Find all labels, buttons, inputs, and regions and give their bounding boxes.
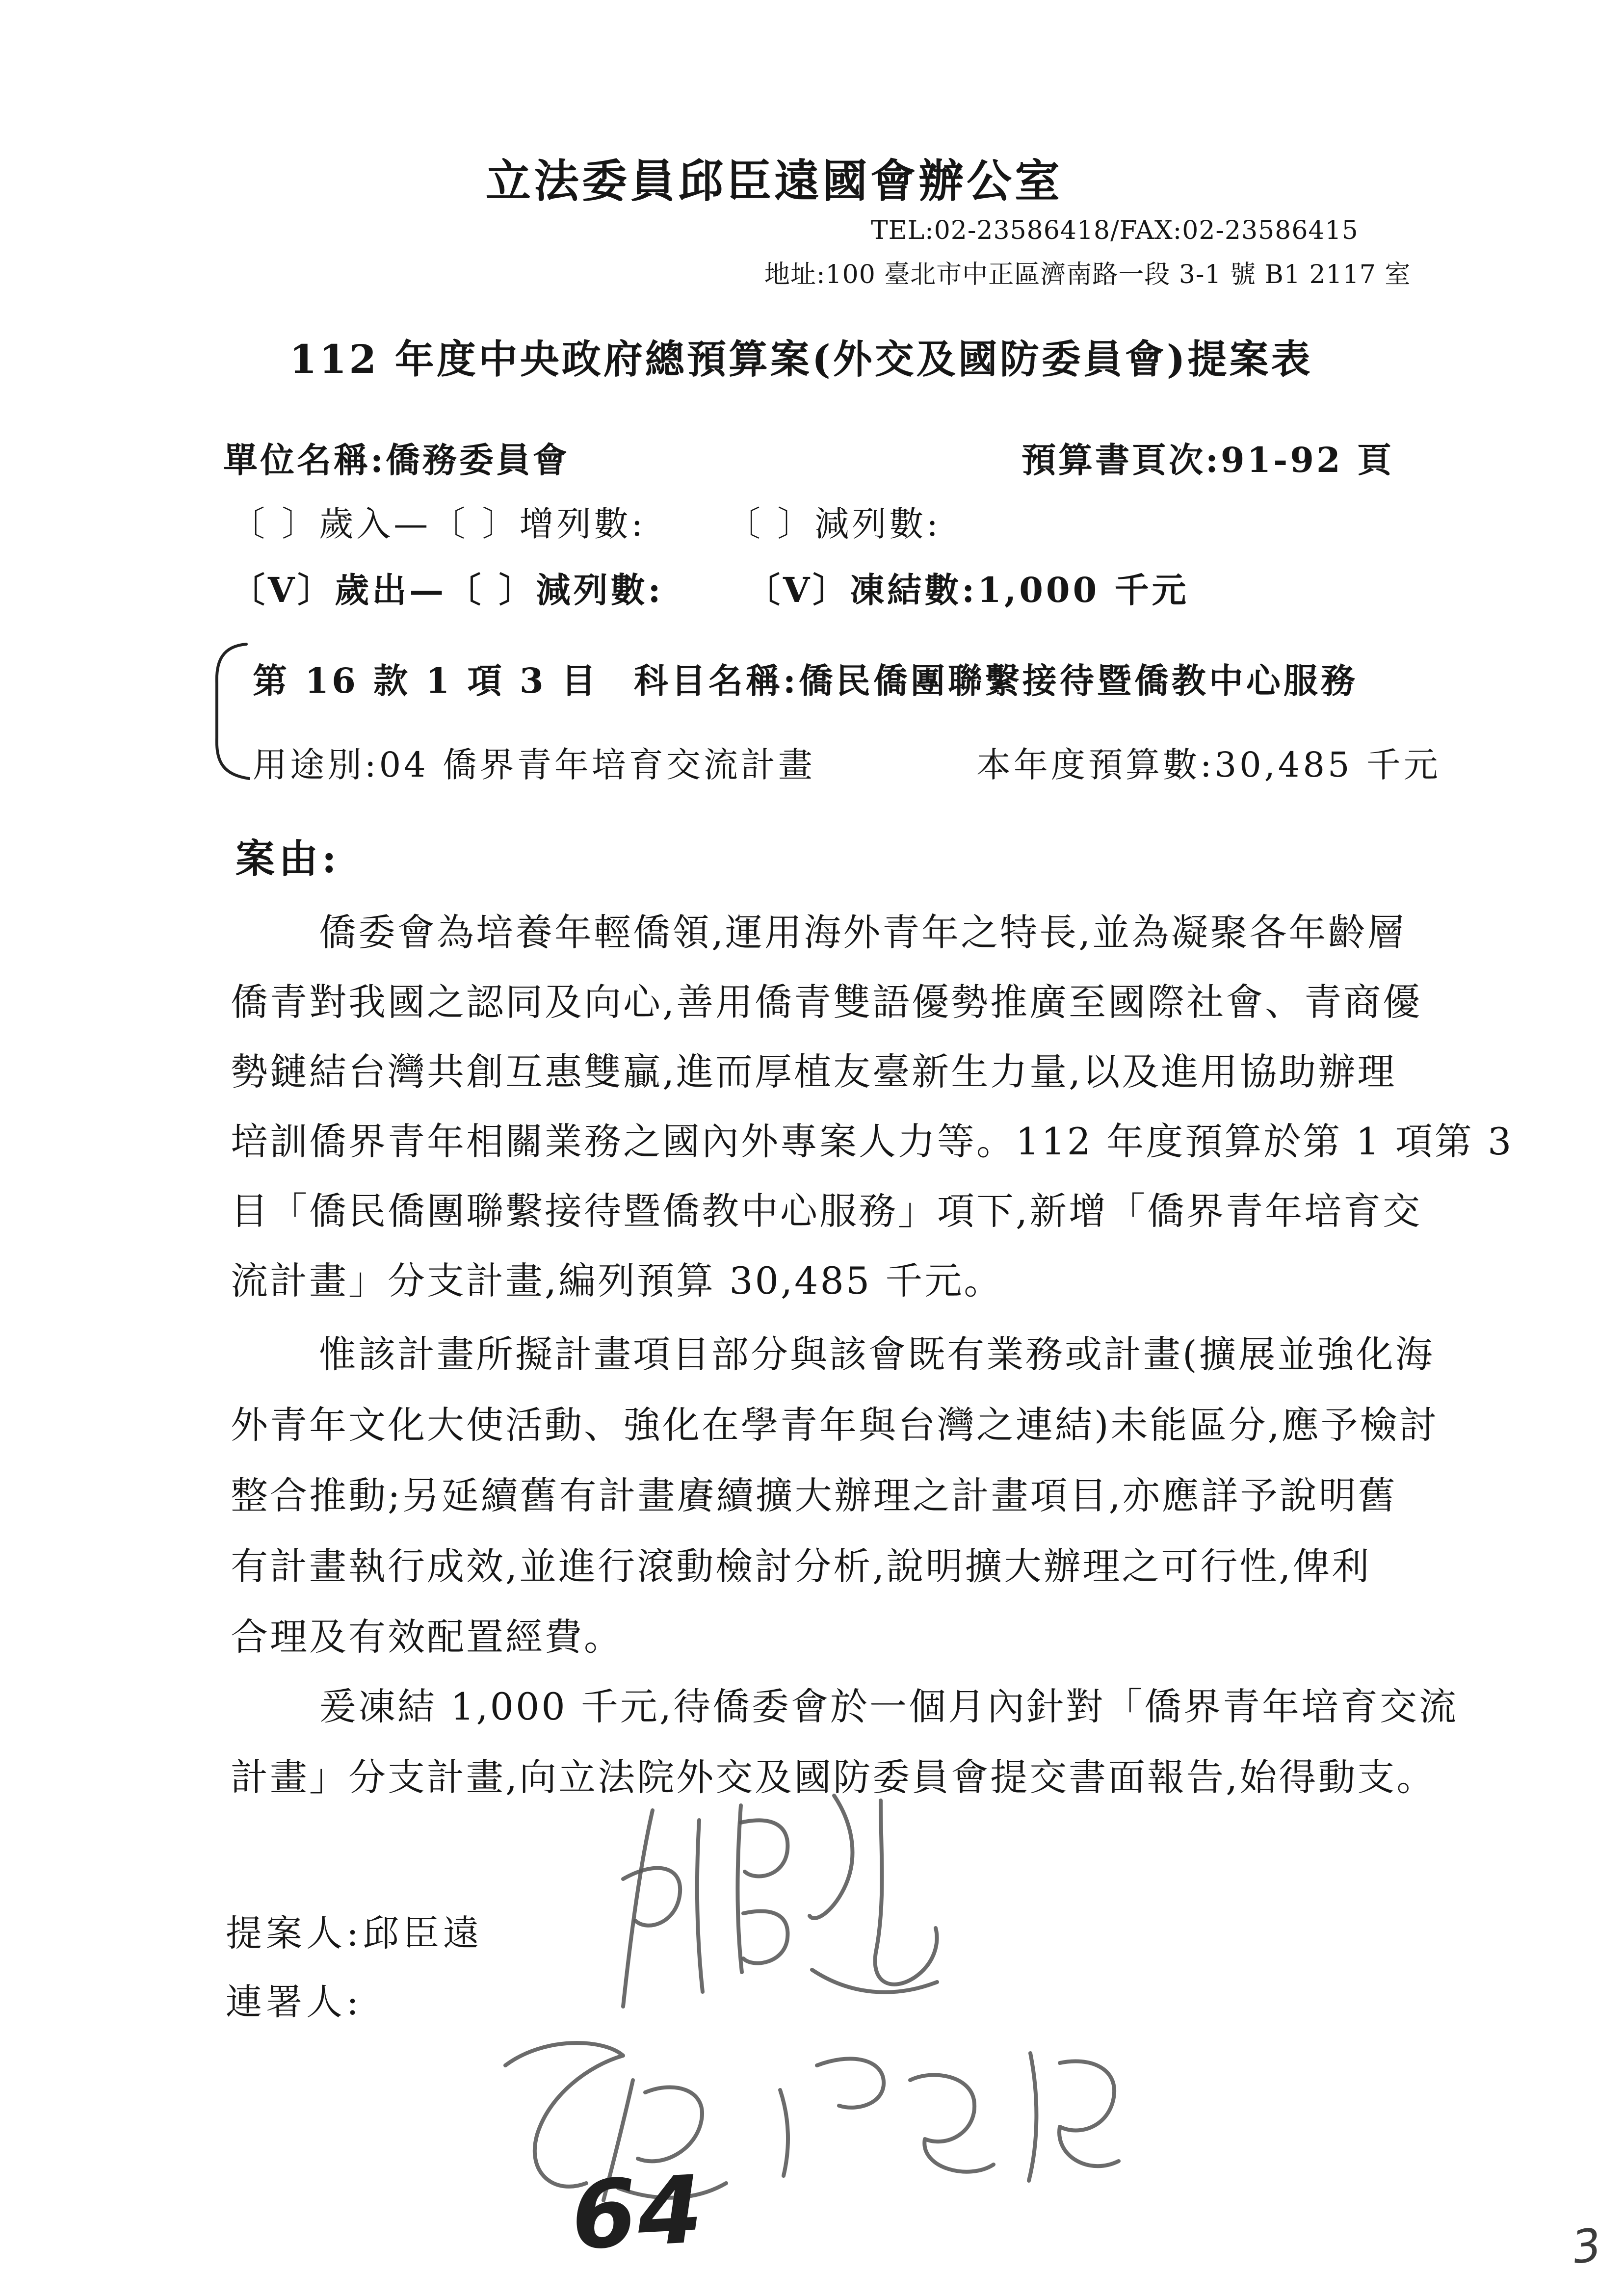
case-paragraph1-line: 勢鏈結台灣共創互惠雙贏,進而厚植友臺新生力量,以及進用協助辦理 (231, 1050, 1397, 1094)
proposer-signature-handwriting (594, 1776, 957, 2031)
revenue-checkbox-row-right: 〔 〕減列數: (726, 504, 941, 544)
cosigner-label: 連署人: (226, 1981, 363, 2023)
proposer-label: 提案人:邱臣遠 (226, 1912, 483, 1955)
case-paragraph2-line: 整合推動;另延續舊有計畫賡續擴大辦理之計畫項目,亦應詳予說明舊 (231, 1474, 1397, 1517)
subject-name: 科目名稱:僑民僑團聯繫接待暨僑教中心服務 (634, 660, 1358, 701)
case-paragraph2-line: 惟該計畫所擬計畫項目部分與該會既有業務或計畫(擴展並強化海 (319, 1332, 1435, 1376)
case-paragraph1-line: 僑青對我國之認同及向心,善用僑青雙語優勢推廣至國際社會、青商優 (231, 980, 1422, 1024)
case-paragraph1-line: 僑委會為培養年輕僑領,運用海外青年之特長,並為凝聚各年齡層 (319, 911, 1407, 954)
clause-bracket (206, 640, 250, 783)
case-paragraph3-line: 爰凍結 1,000 千元,待僑委會於一個月內針對「僑界青年培育交流 (319, 1685, 1459, 1728)
office-title: 立法委員邱臣遠國會辦公室 (486, 155, 1063, 208)
handwritten-page-number: 64 (569, 2155, 707, 2270)
case-paragraph1-line: 目「僑民僑團聯繫接待暨僑教中心服務」項下,新增「僑界青年培育交 (231, 1189, 1422, 1233)
item-clause: 第 16 款 1 項 3 目 (253, 660, 599, 701)
case-paragraph2-line: 合理及有效配置經費。 (231, 1615, 623, 1659)
tel-fax-line: TEL:02-23586418/FAX:02-23586415 (871, 216, 1359, 245)
handwritten-corner-mark: 3 (1569, 2218, 1605, 2274)
address-line: 地址:100 臺北市中正區濟南路一段 3-1 號 B1 2117 室 (764, 260, 1411, 289)
cosigner-signature-2-handwriting (758, 2031, 1146, 2208)
case-paragraph1-line: 流計畫」分支計畫,編列預算 30,485 千元。 (231, 1259, 1003, 1303)
form-title: 112 年度中央政府總預算案(外交及國防委員會)提案表 (289, 336, 1313, 382)
case-paragraph2-line: 外青年文化大使活動、強化在學青年與台灣之連結)未能區分,應予檢討 (231, 1403, 1439, 1447)
case-paragraph3-line: 計畫」分支計畫,向立法院外交及國防委員會提交書面報告,始得動支。 (231, 1755, 1436, 1799)
case-paragraph1-line: 培訓僑界青年相關業務之國內外專案人力等。112 年度預算於第 1 項第 3 (231, 1120, 1514, 1163)
case-paragraph2-line: 有計畫執行成效,並進行滾動檢討分析,說明擴大辦理之可行性,俾利 (231, 1544, 1371, 1588)
expenditure-checkbox-row-right: 〔V〕凍結數:1,000 千元 (746, 570, 1189, 610)
current-year-budget: 本年度預算數:30,485 千元 (976, 745, 1441, 785)
unit-name: 單位名稱:僑務委員會 (223, 440, 570, 480)
usage-category: 用途別:04 僑界青年培育交流計畫 (253, 745, 815, 785)
case-label: 案由: (236, 835, 341, 882)
expenditure-checkbox-row-left: 〔V〕歲出—〔 〕減列數: (231, 570, 664, 610)
budget-book-pages: 預算書頁次:91-92 頁 (1022, 440, 1394, 480)
revenue-checkbox-row-left: 〔 〕歲入—〔 〕增列數: (231, 504, 646, 544)
